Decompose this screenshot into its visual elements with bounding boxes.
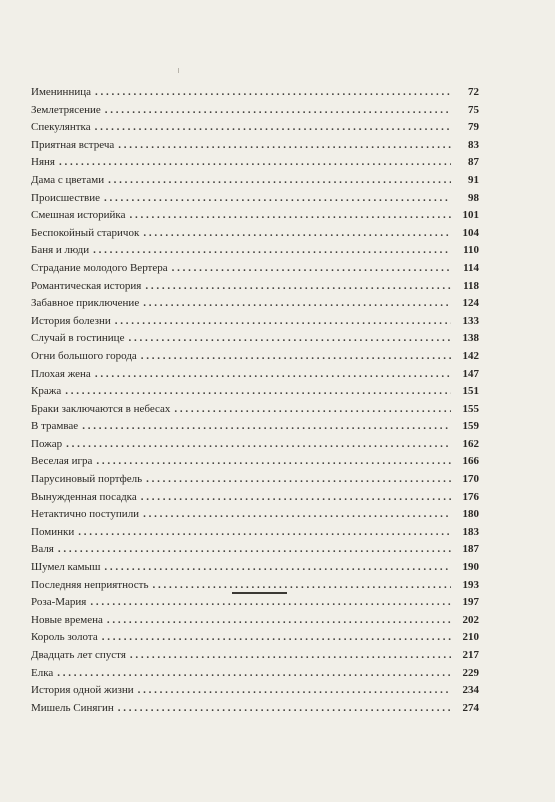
toc-leader-dots <box>145 278 451 296</box>
toc-entry <box>31 471 479 489</box>
toc-entry-page-number: 176 <box>462 490 479 503</box>
toc-entry-title: Спекулянтка <box>31 121 91 134</box>
toc-entry-title: Поминки <box>31 525 75 538</box>
toc-entry <box>31 418 479 436</box>
toc-entry-page-number: 133 <box>462 314 479 327</box>
toc-leader-dots <box>105 102 451 120</box>
toc-entry-page-number: 124 <box>462 297 479 310</box>
toc-leader-dots <box>82 418 451 436</box>
toc-entry-page-number: 183 <box>462 525 479 538</box>
toc-entry <box>31 383 479 401</box>
toc-entry-page-number: 234 <box>462 684 479 697</box>
toc-entry <box>31 647 479 665</box>
toc-entry-page-number: 202 <box>462 613 479 626</box>
toc-leader-dots <box>95 84 451 102</box>
toc-entry-page-number: 217 <box>462 649 479 661</box>
toc-entry <box>31 541 479 559</box>
toc-entry-page-number: 142 <box>462 349 479 362</box>
toc-entry-title: Веселая игра <box>31 455 93 468</box>
toc-entry <box>31 489 479 507</box>
toc-entry-page-number: 98 <box>468 191 479 204</box>
section-divider <box>232 592 287 594</box>
toc-leader-dots <box>130 207 452 225</box>
toc-leader-dots <box>118 700 451 718</box>
toc-entry <box>31 190 479 208</box>
toc-entry <box>31 260 479 278</box>
toc-entry-title: Случай в гостинице <box>31 332 125 345</box>
toc-entry-title: Валя <box>31 543 54 556</box>
toc-entry-page-number: 162 <box>462 437 479 450</box>
toc-entry-page-number: 151 <box>462 385 479 398</box>
toc-entry <box>31 313 479 331</box>
toc-leader-dots <box>143 295 451 313</box>
toc-entry <box>31 700 479 718</box>
toc-leader-dots <box>143 506 451 524</box>
toc-entry-title: Беспокойный старичок <box>31 226 140 239</box>
toc-leader-dots <box>108 172 451 190</box>
toc-entry-title: Кража <box>31 385 62 398</box>
toc-entry <box>31 401 479 419</box>
toc-entry-page-number: 91 <box>468 173 479 186</box>
toc-entry-page-number: 180 <box>462 508 479 521</box>
toc-entry <box>31 207 479 225</box>
toc-entry <box>31 366 479 384</box>
toc-entry-title: Вынужденная посадка <box>31 490 137 503</box>
toc-entry-page-number: 210 <box>462 631 479 644</box>
toc-entry-page-number: 274 <box>462 701 479 714</box>
toc-leader-dots <box>95 366 451 384</box>
toc-entry-title: Браки заключаются в небесах <box>31 402 171 415</box>
table-of-contents <box>31 84 479 717</box>
toc-entry-page-number: 187 <box>462 543 479 556</box>
toc-entry-title: Новые времена <box>31 613 103 626</box>
toc-entry-title: Происшествие <box>31 191 100 204</box>
toc-entry-title: Парусиновый портфель <box>31 473 143 486</box>
toc-leader-dots <box>141 489 451 507</box>
toc-entry-title: Землетрясение <box>31 103 101 116</box>
toc-entry-title: Именинница <box>31 86 91 98</box>
toc-entry <box>31 612 479 630</box>
toc-entry-title: Страдание молодого Вертера <box>31 261 168 274</box>
toc-entry <box>31 453 479 471</box>
toc-entry <box>31 559 479 577</box>
toc-entry-title: Мишель Синягин <box>31 701 114 714</box>
toc-leader-dots <box>118 137 451 155</box>
toc-entry-page-number: 101 <box>462 209 479 222</box>
toc-leader-dots <box>90 594 451 612</box>
toc-leader-dots <box>65 383 451 401</box>
toc-entry-page-number: 75 <box>468 103 479 116</box>
toc-entry <box>31 84 479 102</box>
toc-entry-title: В трамвае <box>31 420 79 433</box>
toc-entry-title: Король золота <box>31 631 98 644</box>
toc-entry-title: Шумел камыш <box>31 561 101 574</box>
toc-entry-page-number: 147 <box>462 367 479 380</box>
toc-entry-title: История одной жизни <box>31 684 134 697</box>
toc-leader-dots <box>174 401 451 419</box>
toc-entry <box>31 348 479 366</box>
toc-entry-title: Огни большого города <box>31 349 137 362</box>
toc-leader-dots <box>58 541 451 559</box>
paper-mark <box>178 68 179 73</box>
toc-leader-dots <box>102 629 451 647</box>
toc-leader-dots <box>95 119 451 137</box>
toc-entry-page-number: 193 <box>462 578 479 591</box>
toc-entry-title: Приятная встреча <box>31 138 115 151</box>
toc-entry-page-number: 114 <box>463 261 479 274</box>
toc-leader-dots <box>104 190 451 208</box>
toc-leader-dots <box>130 647 451 665</box>
toc-leader-dots <box>128 330 451 348</box>
toc-entry <box>31 242 479 260</box>
toc-entry <box>31 137 479 155</box>
toc-entry-page-number: 83 <box>468 138 479 151</box>
toc-entry <box>31 278 479 296</box>
toc-entry <box>31 330 479 348</box>
toc-entry-page-number: 190 <box>462 561 479 574</box>
toc-entry-page-number: 72 <box>468 86 479 98</box>
toc-entry <box>31 436 479 454</box>
toc-entry-page-number: 79 <box>468 121 479 134</box>
toc-entry <box>31 682 479 700</box>
toc-leader-dots <box>152 577 451 595</box>
toc-leader-dots <box>57 665 451 683</box>
toc-entry-page-number: 159 <box>462 420 479 433</box>
toc-leader-dots <box>143 225 451 243</box>
toc-entry-title: Дама с цветами <box>31 173 105 186</box>
toc-leader-dots <box>172 260 451 278</box>
toc-entry-page-number: 118 <box>463 279 479 292</box>
toc-entry-page-number: 110 <box>463 244 479 257</box>
toc-leader-dots <box>107 612 451 630</box>
toc-leader-dots <box>78 524 451 542</box>
toc-entry <box>31 506 479 524</box>
toc-leader-dots <box>59 154 451 172</box>
toc-leader-dots <box>66 436 451 454</box>
toc-leader-dots <box>146 471 451 489</box>
toc-entry-title: Елка <box>31 666 54 679</box>
toc-entry-title: Роза-Мария <box>31 596 87 609</box>
toc-entry-page-number: 155 <box>462 402 479 415</box>
toc-entry-page-number: 87 <box>468 156 479 169</box>
toc-entry <box>31 119 479 137</box>
toc-entry-title: Последняя неприятность <box>31 578 149 591</box>
toc-entry-title: История болезни <box>31 314 111 327</box>
toc-entry-title: Плохая жена <box>31 367 91 380</box>
toc-entry <box>31 225 479 243</box>
toc-entry <box>31 629 479 647</box>
toc-entry-title: Няня <box>31 156 55 169</box>
toc-entry-title: Романтическая история <box>31 279 142 292</box>
toc-entry-title: Забавное приключение <box>31 297 140 310</box>
toc-entry-title: Баня и люди <box>31 244 90 257</box>
toc-entry <box>31 172 479 190</box>
toc-entry-title: Двадцать лет спустя <box>31 649 126 661</box>
toc-leader-dots <box>138 682 451 700</box>
toc-entry-page-number: 138 <box>462 332 479 345</box>
toc-entry <box>31 524 479 542</box>
toc-entry <box>31 295 479 313</box>
toc-entry-page-number: 166 <box>462 455 479 468</box>
toc-entry <box>31 665 479 683</box>
toc-entry-title: Пожар <box>31 437 63 450</box>
toc-entry-page-number: 104 <box>462 226 479 239</box>
toc-entry-page-number: 229 <box>462 666 479 679</box>
toc-entry <box>31 594 479 612</box>
toc-leader-dots <box>141 348 451 366</box>
toc-entry <box>31 102 479 120</box>
toc-entry <box>31 154 479 172</box>
toc-entry-page-number: 170 <box>462 473 479 486</box>
toc-entry-page-number: 197 <box>462 596 479 609</box>
toc-leader-dots <box>104 559 451 577</box>
toc-entry-title: Смешная историйка <box>31 209 126 222</box>
toc-leader-dots <box>93 242 451 260</box>
toc-leader-dots <box>115 313 451 331</box>
toc-entry-title: Нетактично поступили <box>31 508 140 521</box>
toc-leader-dots <box>96 453 451 471</box>
